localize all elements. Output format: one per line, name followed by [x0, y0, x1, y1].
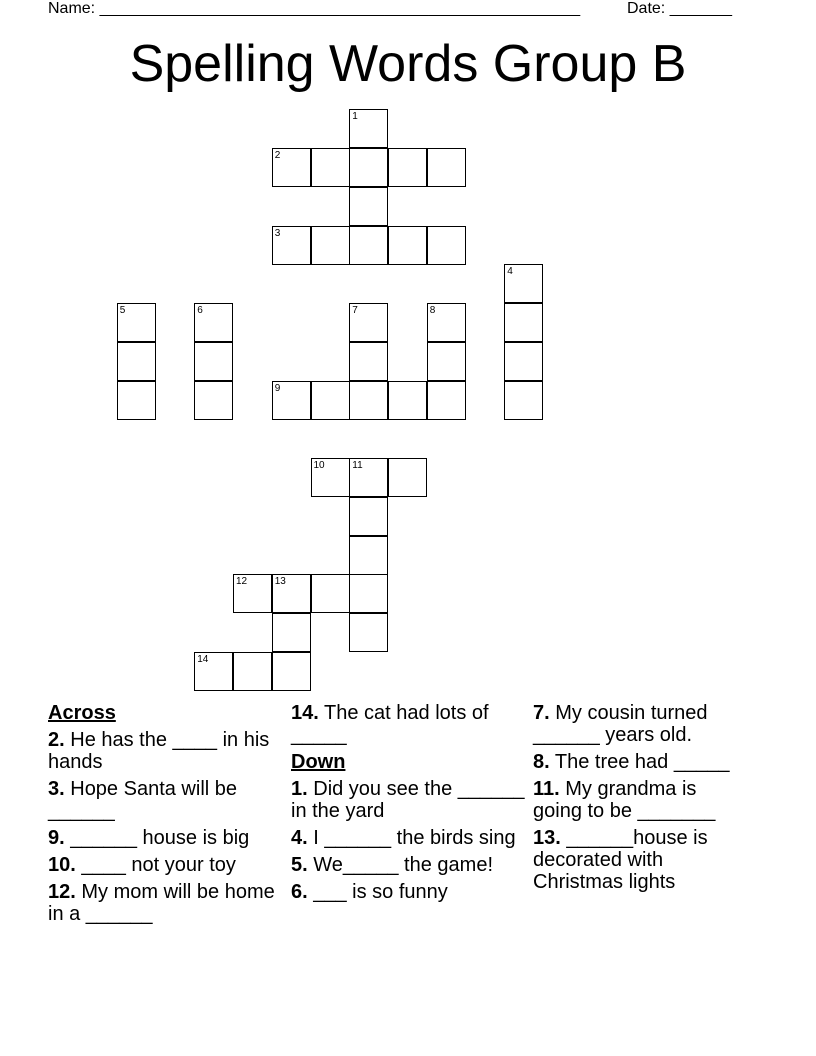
grid-cell[interactable]: [311, 458, 350, 497]
grid-cell[interactable]: [504, 303, 543, 342]
grid-cell[interactable]: [349, 574, 388, 613]
clues-column-3: [533, 702, 748, 898]
down-heading: Down: [291, 751, 346, 773]
grid-cell[interactable]: [349, 458, 388, 497]
clue-number: 9: [274, 382, 281, 394]
grid-cell[interactable]: [388, 148, 427, 187]
grid-cell[interactable]: [194, 652, 233, 691]
grid-cell[interactable]: [349, 613, 388, 652]
clue-down-8: 8. The tree had _____: [533, 751, 730, 773]
grid-cell[interactable]: [349, 303, 388, 342]
grid-cell[interactable]: [272, 148, 311, 187]
page-title: Spelling Words Group B: [129, 35, 687, 93]
clue-number: 6: [197, 305, 203, 316]
grid-cell[interactable]: [272, 652, 311, 691]
clue-down-7: 7. My cousin turned ______ years old.: [533, 702, 708, 746]
grid-cell[interactable]: [272, 574, 311, 613]
clue-number: 4: [507, 266, 513, 278]
clue-number: 2: [274, 150, 281, 161]
clue-down-11: 11. My grandma is going to be _______: [533, 778, 716, 822]
clue-number: 11: [352, 460, 363, 471]
grid-cell[interactable]: [388, 226, 427, 265]
clue-down-6: 6. ___ is so funny: [291, 881, 448, 903]
clue-down-13: 13. ______house is decorated with Christmas lights: [533, 827, 708, 893]
grid-cell[interactable]: [349, 109, 388, 148]
clue-down-4: 4. I ______ the birds sing: [291, 827, 516, 849]
grid-cell[interactable]: [349, 226, 388, 265]
grid-cell[interactable]: [117, 381, 156, 420]
clue-across-3: 3. Hope Santa will be ______: [48, 778, 238, 822]
grid-cell[interactable]: [427, 342, 466, 381]
clue-number: 14: [197, 653, 209, 665]
grid-cell[interactable]: [427, 381, 466, 420]
grid-cell[interactable]: [311, 148, 350, 187]
grid-cell[interactable]: [117, 342, 156, 381]
clue-across-2: 2. He has the ____ in his hands: [48, 729, 270, 773]
grid-cell[interactable]: [194, 381, 233, 420]
grid-cell[interactable]: [194, 342, 233, 381]
grid-cell[interactable]: [311, 381, 350, 420]
clue-down-5: 5. We_____ the game!: [291, 854, 493, 876]
grid-cell[interactable]: [349, 381, 388, 420]
clue-across-12: 12. My mom will be home in a ______: [48, 881, 275, 925]
grid-cell[interactable]: [233, 652, 272, 691]
clue-number: 13: [274, 576, 286, 588]
grid-cell[interactable]: [349, 342, 388, 381]
date-field-label: Date: _______: [627, 0, 732, 17]
clue-number: 5: [119, 305, 126, 316]
grid-cell[interactable]: [504, 264, 543, 303]
grid-cell[interactable]: [349, 187, 388, 226]
clue-down-1: 1. Did you see the ______ in the yard: [291, 778, 525, 822]
grid-cell[interactable]: [272, 613, 311, 652]
clue-across-9: 9. ______ house is big: [48, 827, 250, 849]
grid-cell[interactable]: [194, 303, 233, 342]
grid-cell[interactable]: [427, 226, 466, 265]
grid-cell[interactable]: [272, 226, 311, 265]
clue-number: 8: [429, 305, 436, 316]
grid-cell[interactable]: [504, 381, 543, 420]
grid-cell[interactable]: [117, 303, 156, 342]
clues-column-1: [48, 702, 288, 930]
grid-cell[interactable]: [272, 381, 311, 420]
grid-cell[interactable]: [311, 574, 350, 613]
clue-number: 1: [352, 111, 358, 123]
clues-column-2: [291, 702, 531, 908]
grid-cell[interactable]: [349, 536, 388, 575]
clue-number: 3: [274, 227, 281, 239]
clue-number: 7: [352, 305, 358, 316]
grid-cell[interactable]: [427, 303, 466, 342]
grid-cell[interactable]: [388, 458, 427, 497]
grid-cell[interactable]: [388, 381, 427, 420]
clue-across-14: 14. The cat had lots of _____: [291, 702, 489, 746]
grid-cell[interactable]: [427, 148, 466, 187]
grid-cell[interactable]: [504, 342, 543, 381]
grid-cell[interactable]: [349, 497, 388, 536]
grid-cell[interactable]: [311, 226, 350, 265]
clue-number: 10: [313, 460, 325, 471]
grid-cell[interactable]: [349, 148, 388, 187]
across-heading: Across: [48, 702, 116, 724]
name-field-label: Name: ______________________________________________________: [48, 0, 581, 17]
grid-cell[interactable]: [233, 574, 272, 613]
clue-across-10: 10. ____ not your toy: [48, 854, 236, 876]
clue-number: 12: [236, 576, 248, 588]
